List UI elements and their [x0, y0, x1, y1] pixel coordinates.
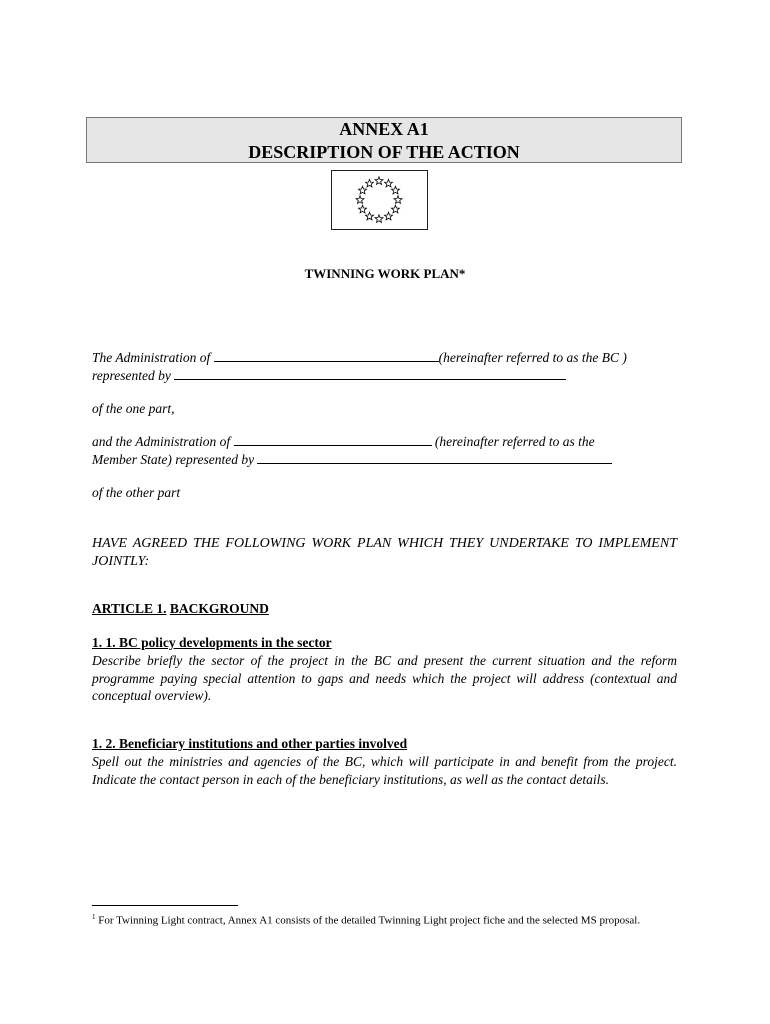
- admin-suffix: (hereinafter referred to as the BC ): [438, 350, 627, 365]
- star-icon: [391, 186, 399, 194]
- eu-stars-icon: [332, 171, 427, 229]
- star-icon: [391, 205, 399, 213]
- star-icon: [375, 215, 383, 223]
- work-plan-title: [0, 266, 770, 282]
- star-icon: [385, 179, 393, 187]
- star-icon: [359, 186, 367, 194]
- bc-administration-clause: [92, 349, 677, 384]
- and-admin-prefix: and the Administration of: [92, 434, 231, 449]
- star-icon: [359, 205, 367, 213]
- admin-prefix: The Administration of: [92, 350, 211, 365]
- article-1-number: ARTICLE 1.: [92, 601, 167, 616]
- article-1-title: BACKGROUND: [169, 601, 269, 616]
- star-icon: [356, 196, 364, 204]
- star-icon: [385, 212, 393, 220]
- other-part-text: of the other part: [92, 485, 181, 500]
- one-part-text: of the one part,: [92, 401, 175, 416]
- section-1-1-body: Describe briefly the sector of the project in the BC and present the current situation and the reform programme paying special attention to gaps and needs which the project will address (contextual and conceptual overview).: [92, 653, 677, 703]
- work-plan-title-text: TWINNING WORK PLAN: [304, 266, 459, 281]
- ms-administration-clause: [92, 433, 677, 468]
- footnote-divider: [92, 905, 238, 906]
- agreement-statement: HAVE AGREED THE FOLLOWING WORK PLAN WHICH THEY UNDERTAKE TO IMPLEMENT JOINTLY:: [92, 536, 677, 569]
- annex-subtitle: DESCRIPTION OF THE ACTION: [248, 142, 520, 162]
- footnote: [92, 910, 677, 928]
- ms-representative-blank[interactable]: [257, 451, 612, 464]
- footnote-text: For Twinning Light contract, Annex A1 consists of the detailed Twinning Light project fiche and the selected MS proposal.: [98, 914, 641, 927]
- section-1-2-body: Spell out the ministries and agencies of the BC, which will participate in and benefit from the project. Indicate the contact person in each of the beneficiary institutions, as well as the contact details.: [92, 754, 677, 787]
- ms-administration-blank[interactable]: [234, 433, 432, 446]
- bc-representative-blank[interactable]: [174, 367, 566, 380]
- member-state-rep-label: Member State) represented by: [92, 451, 255, 467]
- star-icon: [394, 196, 402, 204]
- section-1-1-heading: 1. 1. BC policy developments in the sector: [92, 635, 332, 650]
- article-1-heading: [92, 601, 269, 617]
- eu-flag-icon: [331, 170, 428, 230]
- work-plan-title-mark: *: [458, 266, 466, 281]
- star-icon: [366, 212, 374, 220]
- annex-title: ANNEX A1: [339, 119, 429, 139]
- section-1-2-heading: 1. 2. Beneficiary institutions and other parties involved: [92, 736, 408, 751]
- star-icon: [375, 177, 383, 185]
- bc-administration-blank[interactable]: [214, 349, 439, 362]
- star-icon: [366, 179, 374, 187]
- annex-header-box: [86, 117, 682, 163]
- represented-by-label: represented by: [92, 367, 171, 383]
- and-admin-suffix: (hereinafter referred to as the: [434, 434, 595, 449]
- footnote-mark: 1: [92, 913, 96, 921]
